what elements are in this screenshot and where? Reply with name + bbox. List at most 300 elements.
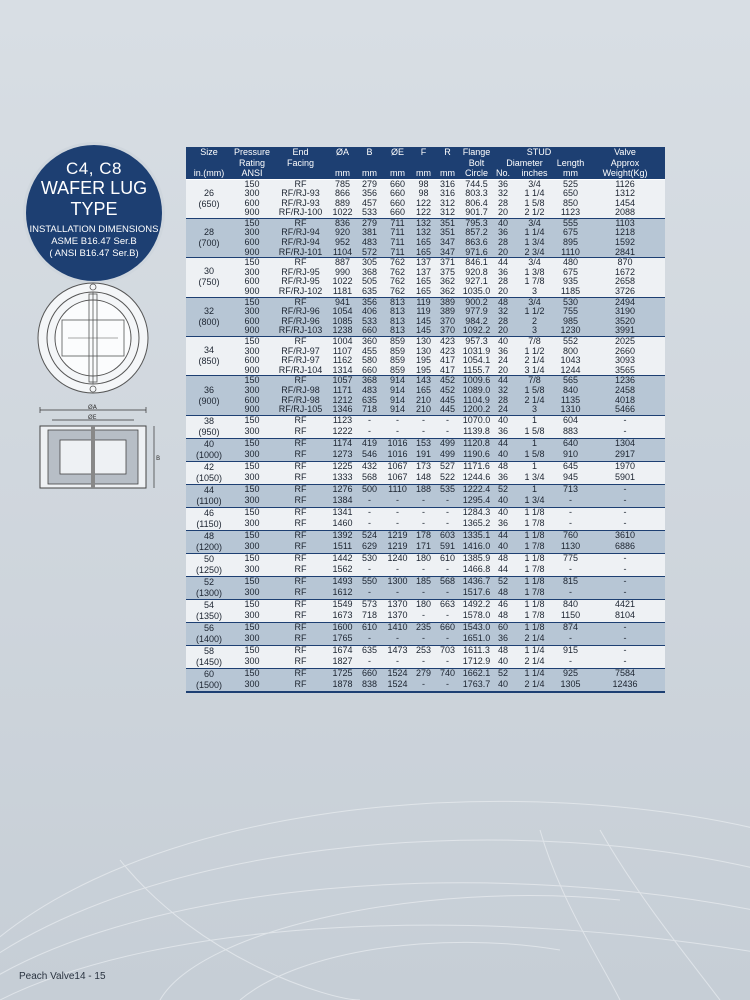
table-cell: 300 <box>232 228 272 238</box>
table-cell: 1370 <box>383 611 412 623</box>
table-row <box>186 258 665 268</box>
table-cell: RF <box>272 415 329 427</box>
table-cell: 1442 <box>329 553 356 565</box>
table-cell: RF <box>272 588 329 600</box>
hdr3-mm: mm <box>556 168 585 179</box>
table-cell: 900 <box>232 248 272 258</box>
size-mm: (1250) <box>195 564 222 575</box>
col-f: F <box>412 147 435 158</box>
table-cell: 525 <box>556 179 585 189</box>
table-cell: 235 <box>412 622 435 634</box>
table-cell: 1611.3 <box>460 645 493 657</box>
hdr3-e-unit: mm <box>383 168 412 179</box>
size-cell <box>186 376 232 415</box>
table-cell: 150 <box>232 530 272 542</box>
table-cell: RF/RJ-96 <box>272 307 329 317</box>
badge-standard-ansi: ( ANSI B16.47 Ser.B) <box>49 248 139 259</box>
table-cell: 1436.7 <box>460 576 493 588</box>
table-cell: RF/RJ-97 <box>272 356 329 366</box>
table-cell: 660 <box>356 366 383 376</box>
table-cell: - <box>556 519 585 531</box>
table-cell: 483 <box>356 238 383 248</box>
table-cell: 711 <box>383 218 412 228</box>
table-cell: 1219 <box>383 530 412 542</box>
table-cell: 305 <box>356 258 383 268</box>
table-cell: 573 <box>356 599 383 611</box>
size-inch: 28 <box>203 227 214 238</box>
table-cell: 279 <box>356 218 383 228</box>
table-cell: 148 <box>412 473 435 485</box>
table-cell: 499 <box>435 438 460 450</box>
table-cell: - <box>412 634 435 646</box>
table-cell: 850 <box>556 199 585 209</box>
table-cell: 2088 <box>585 208 665 218</box>
table-cell: 48 <box>493 645 513 657</box>
table-cell: 711 <box>383 238 412 248</box>
table-cell: 52 <box>493 484 513 496</box>
size-inch: 56 <box>203 622 214 633</box>
table-cell: RF <box>272 297 329 307</box>
table-row <box>186 218 665 228</box>
table-cell: 1171 <box>329 386 356 396</box>
table-cell: 1 1/2 <box>513 347 556 357</box>
table-cell: 455 <box>356 347 383 357</box>
table-cell: 417 <box>435 366 460 376</box>
table-cell: 300 <box>232 542 272 554</box>
table-row <box>186 530 665 542</box>
size-inch: 54 <box>203 599 214 610</box>
table-cell: 44 <box>493 376 513 386</box>
table-cell: - <box>356 657 383 669</box>
table-cell: 1295.4 <box>460 496 493 508</box>
table-cell: 1230 <box>556 326 585 336</box>
table-cell: 165 <box>412 277 435 287</box>
size-inch: 36 <box>203 384 214 395</box>
table-cell: 1284.3 <box>460 507 493 519</box>
table-cell: 1022 <box>329 277 356 287</box>
table-cell: 915 <box>556 645 585 657</box>
table-cell: 1827 <box>329 657 356 669</box>
table-cell: 46 <box>493 599 513 611</box>
table-cell: 552 <box>556 337 585 347</box>
col-r: R <box>435 147 460 158</box>
size-mm: (1400) <box>195 633 222 644</box>
table-cell: 533 <box>356 208 383 218</box>
table-cell: 7/8 <box>513 376 556 386</box>
table-row <box>186 396 665 406</box>
table-cell: - <box>585 496 665 508</box>
table-cell: 153 <box>412 438 435 450</box>
table-cell: 143 <box>412 376 435 386</box>
table-cell: 568 <box>435 576 460 588</box>
table-cell: - <box>356 507 383 519</box>
table-cell: 1092.2 <box>460 326 493 336</box>
table-cell: 300 <box>232 565 272 577</box>
table-cell: RF <box>272 565 329 577</box>
table-cell: 28 <box>493 238 513 248</box>
hdr2-rating: Rating <box>232 158 272 169</box>
size-group <box>186 258 665 297</box>
table-cell: 150 <box>232 438 272 450</box>
table-cell: 32 <box>493 307 513 317</box>
table-cell: 2 1/4 <box>513 356 556 366</box>
table-cell: 895 <box>556 238 585 248</box>
table-cell: 165 <box>412 287 435 297</box>
table-cell: RF <box>272 484 329 496</box>
hdr2-length: Length <box>556 157 585 168</box>
table-cell: 445 <box>435 405 460 415</box>
table-cell: 1763.7 <box>460 680 493 692</box>
table-cell: 977.9 <box>460 307 493 317</box>
table-cell: 60 <box>493 622 513 634</box>
table-cell: 368 <box>356 268 383 278</box>
hdr3-f-unit: mm <box>412 168 435 179</box>
table-cell: 171 <box>412 542 435 554</box>
table-cell: 1878 <box>329 680 356 692</box>
table-cell: 150 <box>232 668 272 679</box>
table-cell: 316 <box>435 179 460 189</box>
size-mm: (1450) <box>195 656 222 667</box>
table-cell: 535 <box>435 484 460 496</box>
size-group <box>186 576 665 599</box>
table-cell: RF <box>272 450 329 462</box>
hdr3-size-unit: in.(mm) <box>186 168 232 179</box>
col-pressure: Pressure <box>233 147 270 158</box>
table-cell: 178 <box>412 530 435 542</box>
table-cell: - <box>435 507 460 519</box>
table-cell: 150 <box>232 461 272 473</box>
table-cell: RF <box>272 337 329 347</box>
table-cell: 914 <box>383 376 412 386</box>
table-cell: RF/RJ-103 <box>272 326 329 336</box>
table-cell: 2 1/2 <box>513 208 556 218</box>
table-cell: 370 <box>435 326 460 336</box>
table-cell: 36 <box>493 228 513 238</box>
table-cell: 5901 <box>585 473 665 485</box>
table-cell: 1107 <box>329 347 356 357</box>
table-cell: 2660 <box>585 347 665 357</box>
table-cell: 660 <box>435 622 460 634</box>
table-cell: 150 <box>232 218 272 228</box>
size-mm: (1300) <box>195 587 222 598</box>
table-cell: 2494 <box>585 297 665 307</box>
table-cell: 20 <box>493 366 513 376</box>
table-cell: RF <box>272 611 329 623</box>
table-cell: - <box>585 507 665 519</box>
table-row <box>186 542 665 554</box>
table-cell: 2 1/4 <box>513 680 556 692</box>
table-row <box>186 461 665 473</box>
table-cell: - <box>383 634 412 646</box>
table-cell: 20 <box>493 326 513 336</box>
table-cell: 7/8 <box>513 337 556 347</box>
table-cell: 1 1/4 <box>513 645 556 657</box>
table-cell: 1 1/8 <box>513 553 556 565</box>
size-inch: 60 <box>203 668 214 679</box>
table-cell: 1346 <box>329 405 356 415</box>
table-cell: 452 <box>435 386 460 396</box>
table-cell: 610 <box>435 553 460 565</box>
table-cell: 20 <box>493 208 513 218</box>
table-cell: 370 <box>435 317 460 327</box>
table-cell: 3610 <box>585 530 665 542</box>
table-cell: 1104 <box>329 248 356 258</box>
table-cell: 2 1/4 <box>513 657 556 669</box>
table-cell: 1057 <box>329 376 356 386</box>
table-cell: 711 <box>383 228 412 238</box>
table-cell: 1524 <box>383 668 412 679</box>
table-cell: 360 <box>356 337 383 347</box>
col-size: Size <box>186 147 232 158</box>
table-cell: 600 <box>232 356 272 366</box>
table-cell: 1600 <box>329 622 356 634</box>
table-cell: 1110 <box>556 248 585 258</box>
table-cell: RF/RJ-98 <box>272 396 329 406</box>
table-cell: 36 <box>493 268 513 278</box>
table-cell: 32 <box>493 386 513 396</box>
table-cell: 952 <box>329 238 356 248</box>
hdr3-facing <box>272 168 329 179</box>
table-cell: 887 <box>329 258 356 268</box>
table-cell: - <box>383 565 412 577</box>
table-cell: 859 <box>383 337 412 347</box>
table-cell: 1 1/8 <box>513 507 556 519</box>
table-cell: 785 <box>329 179 356 189</box>
table-cell: 1085 <box>329 317 356 327</box>
table-cell: 1384 <box>329 496 356 508</box>
table-cell: 900 <box>232 326 272 336</box>
size-mm: (1100) <box>196 495 222 506</box>
table-cell: 300 <box>232 450 272 462</box>
table-cell: 1460 <box>329 519 356 531</box>
table-cell: 840 <box>556 386 585 396</box>
table-cell: 859 <box>383 347 412 357</box>
table-cell: 165 <box>412 386 435 396</box>
table-cell: RF <box>272 427 329 439</box>
table-cell: 362 <box>435 287 460 297</box>
table-cell: - <box>585 427 665 439</box>
table-cell: 312 <box>435 199 460 209</box>
table-cell: 1225 <box>329 461 356 473</box>
size-cell <box>186 461 232 484</box>
table-cell: 1651.0 <box>460 634 493 646</box>
table-cell: 180 <box>412 553 435 565</box>
table-cell: 145 <box>412 326 435 336</box>
table-cell: 24 <box>493 405 513 415</box>
table-cell: 8104 <box>585 611 665 623</box>
table-cell: 703 <box>435 645 460 657</box>
product-title-badge <box>26 145 162 281</box>
size-inch: 52 <box>203 576 214 587</box>
table-cell: 48 <box>493 588 513 600</box>
table-cell: 1 5/8 <box>513 386 556 396</box>
table-cell: 1341 <box>329 507 356 519</box>
size-cell <box>186 337 232 376</box>
size-group <box>186 668 665 692</box>
table-cell: - <box>556 588 585 600</box>
table-cell: 1104.9 <box>460 396 493 406</box>
table-cell: 600 <box>232 199 272 209</box>
table-cell: 452 <box>435 376 460 386</box>
size-cell <box>186 218 232 257</box>
table-cell: 351 <box>435 228 460 238</box>
table-cell: 1222 <box>329 427 356 439</box>
table-cell: RF <box>272 553 329 565</box>
table-cell: RF <box>272 645 329 657</box>
table-row <box>186 657 665 669</box>
table-cell: 2658 <box>585 277 665 287</box>
table-cell: 300 <box>232 611 272 623</box>
table-cell: 1123 <box>329 415 356 427</box>
table-cell: 2 1/4 <box>513 634 556 646</box>
size-inch: 44 <box>203 484 214 495</box>
size-cell <box>186 297 232 336</box>
valve-drawings <box>18 280 178 520</box>
table-cell: 580 <box>356 356 383 366</box>
size-cell <box>186 507 232 530</box>
table-cell: 52 <box>493 668 513 679</box>
table-cell: - <box>585 588 665 600</box>
table-cell: 1 7/8 <box>513 565 556 577</box>
table-cell: - <box>435 634 460 646</box>
table-row <box>186 268 665 278</box>
table-cell: 150 <box>232 376 272 386</box>
table-cell: 1333 <box>329 473 356 485</box>
table-cell: 191 <box>412 450 435 462</box>
table-cell: 610 <box>356 622 383 634</box>
table-cell: RF <box>272 496 329 508</box>
table-cell: RF/RJ-93 <box>272 189 329 199</box>
table-cell: 1276 <box>329 484 356 496</box>
table-cell: 1016 <box>383 438 412 450</box>
table-cell: 150 <box>232 337 272 347</box>
table-cell: 1004 <box>329 337 356 347</box>
table-row <box>186 599 665 611</box>
table-cell: 718 <box>356 405 383 415</box>
table-cell: 1410 <box>383 622 412 634</box>
size-group <box>186 376 665 415</box>
table-cell: 1 7/8 <box>513 542 556 554</box>
table-cell: 600 <box>232 277 272 287</box>
table-cell: 660 <box>356 668 383 679</box>
table-cell: 1662.1 <box>460 668 493 679</box>
size-group <box>186 218 665 257</box>
size-cell <box>186 599 232 622</box>
table-cell: 971.6 <box>460 248 493 258</box>
table-cell: 4421 <box>585 599 665 611</box>
table-cell: RF/RJ-93 <box>272 199 329 209</box>
hdr2-b <box>356 158 383 169</box>
table-cell: 1578.0 <box>460 611 493 623</box>
table-cell: 775 <box>556 553 585 565</box>
table-cell: 1672 <box>585 268 665 278</box>
table-cell: 530 <box>356 553 383 565</box>
table-row <box>186 238 665 248</box>
table-cell: 40 <box>493 680 513 692</box>
size-inch: 58 <box>203 645 214 656</box>
table-row <box>186 405 665 415</box>
size-group <box>186 484 665 507</box>
table-cell: 640 <box>556 438 585 450</box>
table-cell: 457 <box>356 199 383 209</box>
table-cell: 1 1/4 <box>513 228 556 238</box>
table-cell: 713 <box>556 484 585 496</box>
table-cell: 762 <box>383 268 412 278</box>
table-cell: 600 <box>232 396 272 406</box>
table-cell: - <box>356 519 383 531</box>
table-cell: 1222.4 <box>460 484 493 496</box>
table-cell: 347 <box>435 248 460 258</box>
table-cell: RF/RJ-98 <box>272 386 329 396</box>
table-cell: 1 1/4 <box>513 668 556 679</box>
table-cell: 660 <box>383 179 412 189</box>
hdr3-circle: Circle <box>460 168 493 179</box>
table-cell: 137 <box>412 268 435 278</box>
table-cell: 803.3 <box>460 189 493 199</box>
table-cell: 150 <box>232 258 272 268</box>
table-cell: 813 <box>383 326 412 336</box>
hdr2-f <box>412 158 435 169</box>
table-cell: 300 <box>232 680 272 692</box>
table-cell: 1543.0 <box>460 622 493 634</box>
size-cell <box>186 622 232 645</box>
table-cell: 300 <box>232 634 272 646</box>
table-cell: 381 <box>356 228 383 238</box>
table-cell: 300 <box>232 657 272 669</box>
size-cell <box>186 668 232 692</box>
table-cell: 406 <box>356 307 383 317</box>
table-cell: - <box>356 415 383 427</box>
table-row <box>186 307 665 317</box>
table-cell: 279 <box>412 668 435 679</box>
table-cell: - <box>585 415 665 427</box>
table-row <box>186 622 665 634</box>
table-row <box>186 427 665 439</box>
table-row <box>186 415 665 427</box>
table-cell: 1 3/4 <box>513 238 556 248</box>
table-cell: 362 <box>435 277 460 287</box>
table-cell: 1171.6 <box>460 461 493 473</box>
badge-type-line1: WAFER LUG <box>40 178 148 198</box>
table-cell: 675 <box>556 228 585 238</box>
table-cell: 900.2 <box>460 297 493 307</box>
table-cell: 195 <box>412 356 435 366</box>
table-cell: 300 <box>232 427 272 439</box>
table-cell: 846.1 <box>460 258 493 268</box>
table-cell: 795.3 <box>460 218 493 228</box>
table-cell: 2 1/4 <box>513 396 556 406</box>
table-cell: 1016 <box>383 450 412 462</box>
table-cell: 1765 <box>329 634 356 646</box>
table-cell: 660 <box>383 208 412 218</box>
table-cell: RF/RJ-105 <box>272 405 329 415</box>
table-cell: 389 <box>435 297 460 307</box>
size-mm: (650) <box>198 198 220 209</box>
table-cell: 1070.0 <box>460 415 493 427</box>
table-cell: 48 <box>493 297 513 307</box>
table-cell: 1067 <box>383 461 412 473</box>
col-dia-e: ØE <box>383 147 412 158</box>
table-cell: - <box>556 634 585 646</box>
table-cell: 1314 <box>329 366 356 376</box>
table-cell: 600 <box>232 317 272 327</box>
col-b: B <box>356 147 383 158</box>
table-cell: 1365.2 <box>460 519 493 531</box>
table-cell: 165 <box>412 248 435 258</box>
table-cell: 1089.0 <box>460 386 493 396</box>
table-cell: 445 <box>435 396 460 406</box>
table-cell: 1219 <box>383 542 412 554</box>
